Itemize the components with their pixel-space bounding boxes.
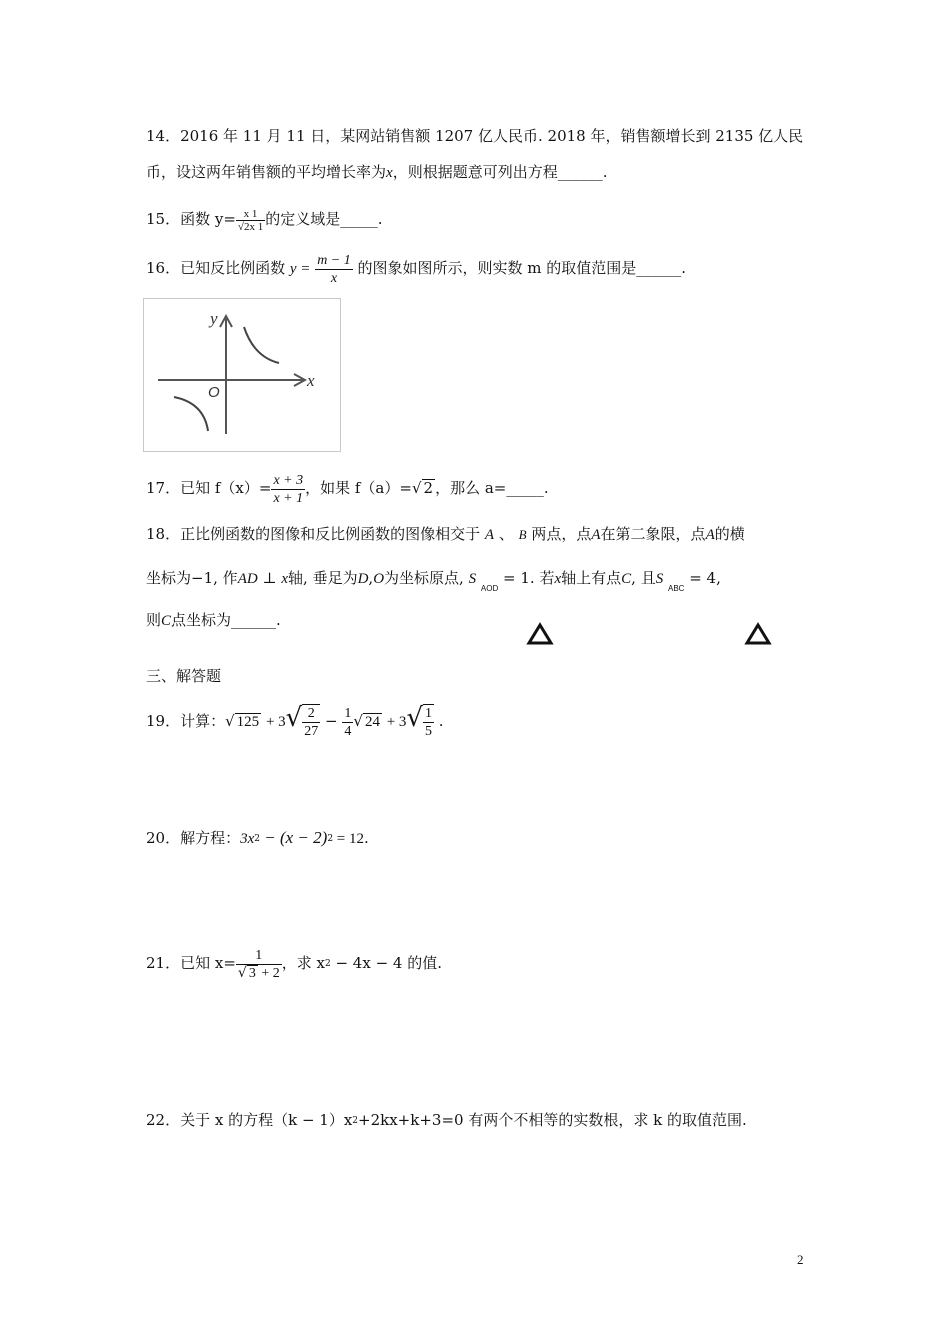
page-number: 2 — [797, 1252, 804, 1267]
q16-fraction — [315, 252, 353, 287]
q17-num: x + 3 — [273, 472, 304, 488]
q22 — [146, 1110, 747, 1131]
q18-x: x — [281, 571, 289, 587]
q18-area-s1: S — [468, 571, 477, 587]
q16-suffix: 的图象如图所示，则实数 m 的取值范围是______. — [357, 259, 687, 277]
q19-f2-den: 4 — [344, 723, 352, 739]
q15-num: x 1 — [236, 208, 265, 221]
section-heading: 三、解答题 — [146, 667, 222, 685]
q14-text-a: 币，设这两年销售额的平均增长率为 — [146, 163, 387, 181]
q18-text-3b: 点坐标为______. — [171, 611, 281, 629]
q21-den-rest: + 2 — [257, 965, 280, 981]
q18-text-2h: , 且 — [631, 569, 656, 587]
q21-exp: 2 — [324, 959, 331, 969]
q21-mid: ，求 x — [281, 954, 325, 972]
perpendicular-symbol: ⊥ — [262, 569, 277, 587]
q16-num: m − 1 — [317, 252, 351, 268]
q19 — [146, 696, 444, 744]
q18-eq4: = 4 — [689, 569, 717, 587]
q16-graph — [143, 298, 341, 452]
q17-prefix: 17．已知 f（x）= — [146, 479, 272, 497]
q19-radicand-125: 125 — [236, 714, 260, 730]
q17 — [146, 468, 549, 508]
q17-fraction — [271, 472, 305, 507]
q19-f3-num: 1 — [425, 706, 433, 721]
q16-y-eq: y = — [289, 261, 311, 277]
hyperbola-graph — [144, 299, 340, 451]
q15 — [146, 203, 382, 235]
q19-frac-1-5 — [423, 704, 434, 740]
q18-text-2d: , — [368, 569, 374, 587]
q18-text-2b: , 作 — [213, 569, 238, 587]
triangle-icon — [744, 622, 772, 646]
sqrt-symbol: √ — [225, 712, 235, 730]
q18-text-2a: 坐标为 — [146, 569, 192, 587]
q19-plus-3a: + 3 — [265, 714, 286, 730]
q18-area-s2: S — [655, 571, 664, 587]
q19-plus-3b: + 3 — [386, 714, 407, 730]
q18-point-b: B — [518, 527, 527, 542]
x-axis-label: x — [307, 371, 315, 390]
q15-suffix: 的定义域是_____. — [265, 210, 383, 228]
q15-fraction — [236, 208, 265, 233]
origin-label: O — [208, 384, 220, 401]
q18-text-2c: 轴, 垂足为 — [288, 569, 358, 587]
q16-den: x — [330, 270, 338, 286]
q15-den: √2x 1 — [237, 220, 264, 233]
q19-frac-1-4 — [342, 705, 353, 740]
q22-exp: 2 — [352, 1116, 359, 1126]
q21-fraction — [236, 947, 282, 982]
q18-text-1b: 两点，点 — [531, 525, 592, 543]
q20-exp-2: 2 — [327, 834, 334, 844]
q19-f3-den: 5 — [425, 724, 433, 739]
q14-line1: 14．2016 年 11 月 11 日，某网站销售额 1207 亿人民币. 2018 年，销售额增长到 2135 亿人民 — [146, 127, 804, 145]
q20-term-paren: − (x − 2) — [260, 828, 328, 847]
q18-minus-one: −1 — [191, 569, 214, 587]
q18-point-a-2: A — [591, 527, 601, 543]
q19-f1-den: 27 — [304, 724, 319, 739]
q21-suffix: − 4x − 4 的值. — [330, 954, 442, 972]
q20-rhs: = 12 — [333, 831, 365, 847]
q14-text-b: ，则根据题意可列出方程______. — [392, 163, 608, 181]
q20-end: . — [364, 829, 369, 847]
q19-end: . — [438, 712, 444, 730]
sqrt-symbol: √ — [411, 479, 422, 497]
q18-line3 — [146, 610, 281, 631]
q19-prefix: 19．计算： — [146, 712, 226, 730]
q18-text-2f: . 若 — [529, 569, 555, 587]
q19-frac-2-27 — [302, 704, 320, 740]
q18-text-2e: 为坐标原点, — [384, 569, 464, 587]
q20 — [146, 828, 369, 849]
q18-x-2: x — [554, 571, 562, 587]
q16-prefix: 16．已知反比例函数 — [146, 259, 286, 277]
q18-text-1c: 在第二象限，点 — [600, 525, 706, 543]
triangle-icon — [526, 622, 554, 646]
q20-exp-1: 2 — [254, 834, 260, 844]
q14-var-x: x — [386, 165, 393, 181]
q18-point-d: D — [357, 571, 369, 587]
q20-term-3x: 3x — [240, 831, 255, 847]
sqrt-symbol: √ — [353, 712, 363, 730]
q18-text-2i: , — [716, 569, 721, 587]
q19-minus: − — [325, 712, 338, 730]
q20-prefix: 20．解方程： — [146, 829, 241, 847]
sqrt-symbol: √ — [237, 964, 247, 981]
hyperbola-branch-q1 — [244, 327, 279, 363]
q21-den — [236, 965, 282, 982]
q17-den: x + 1 — [273, 490, 304, 506]
q18-line1 — [146, 524, 745, 545]
q18-eq1: = 1 — [503, 569, 530, 587]
q21-den-radicand: 3 — [248, 965, 256, 981]
q19-f1-num: 2 — [302, 705, 320, 723]
q17-sqrt-value: 2 — [423, 479, 434, 497]
q21-prefix: 21．已知 x= — [146, 954, 236, 972]
q22-text-b: +2kx+k+3=0 有两个不相等的实数根，求 k 的取值范围. — [358, 1111, 747, 1129]
q18-point-a: A — [484, 527, 495, 543]
q18-sub-abc: ABC — [667, 584, 685, 593]
q18-point-o: O — [373, 571, 385, 587]
q18-segment-ad: AD — [237, 571, 258, 587]
q16 — [146, 248, 686, 289]
q19-f2-num: 1 — [344, 705, 352, 721]
q18-text-3a: 则 — [146, 611, 162, 629]
q18-line2 — [146, 568, 721, 599]
hyperbola-branch-q3 — [174, 397, 208, 431]
q18-sep: 、 — [498, 525, 514, 543]
q18-point-c: C — [621, 571, 632, 587]
q18-text-2g: 轴上有点 — [561, 569, 622, 587]
q18-point-c-2: C — [161, 613, 172, 629]
sqrt-symbol: √ — [406, 703, 424, 733]
q21 — [146, 941, 442, 986]
q22-text-a: 22．关于 x 的方程（k − 1）x — [146, 1111, 353, 1129]
q21-num: 1 — [236, 947, 282, 965]
y-axis-label: y — [210, 309, 218, 328]
q17-suffix: ，那么 a=_____. — [435, 479, 549, 497]
q18-point-a-3: A — [705, 527, 715, 543]
q18-text-1a: 18．正比例函数的图像和反比例函数的图像相交于 — [146, 525, 481, 543]
q17-mid: ，如果 f（a）= — [305, 479, 412, 497]
q18-sub-aod: AOD — [480, 584, 499, 593]
q15-prefix: 15．函数 y= — [146, 210, 236, 228]
sqrt-symbol: √ — [285, 703, 303, 733]
q14-line2 — [146, 162, 607, 183]
q18-text-1d: 的横 — [714, 525, 745, 543]
q19-radicand-24: 24 — [364, 714, 380, 730]
